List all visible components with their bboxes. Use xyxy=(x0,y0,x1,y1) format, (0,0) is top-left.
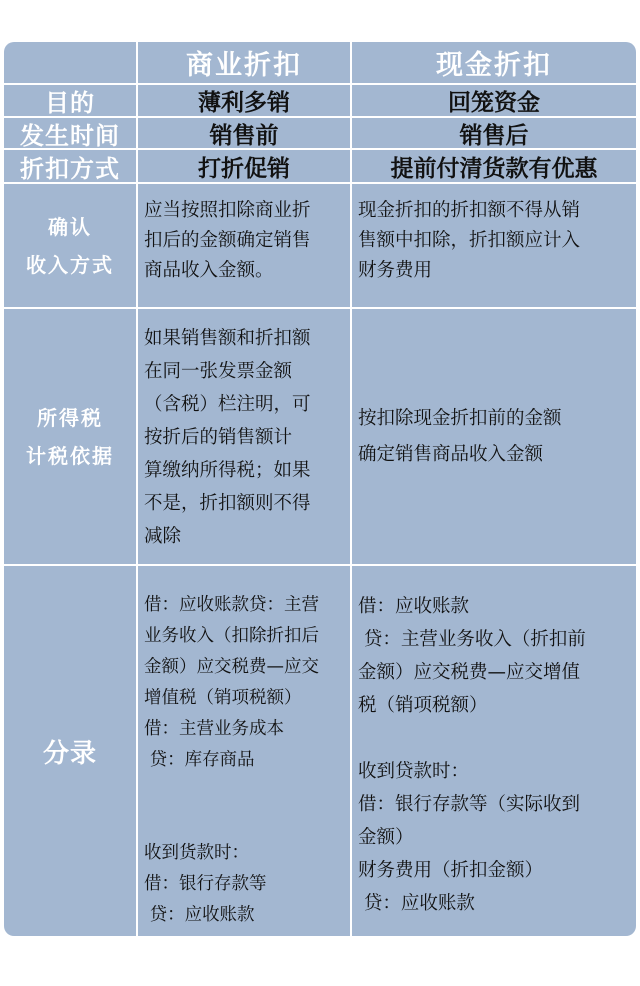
revenue-commercial xyxy=(138,192,350,307)
row-label-revenue-recognition xyxy=(4,184,136,307)
discount-comparison-table xyxy=(4,42,636,936)
text-line: 确定销售商品收入金额 xyxy=(358,444,544,465)
text-line: 税（销项税额） xyxy=(358,695,488,716)
label-line: 所得税 xyxy=(37,405,103,430)
text-line: 金额）应交税费—应交 xyxy=(144,657,319,677)
text-line: 贷：应收账款 xyxy=(358,893,475,914)
label-line: 确认 xyxy=(48,214,92,239)
label-line: 计税依据 xyxy=(26,443,114,468)
method-commercial: 打折促销 xyxy=(198,155,290,182)
text-line: 业务收入（扣除折扣后 xyxy=(144,626,319,646)
entries-commercial xyxy=(138,590,350,936)
text-line: 金额） xyxy=(358,827,414,848)
text-line: （含税）栏注明，可 xyxy=(144,394,311,415)
text-line xyxy=(144,807,346,838)
header-commercial-discount: 商业折扣 xyxy=(186,50,302,81)
text-line: 应当按照扣除商业折 xyxy=(144,200,311,221)
entries-cash xyxy=(352,590,636,936)
text-line: 售额中扣除，折扣额应计入 xyxy=(358,230,581,251)
purpose-cash: 回笼资金 xyxy=(448,90,540,116)
row-label-journal-entries: 分录 xyxy=(42,738,97,769)
text-line: 借：主营业务成本 xyxy=(144,719,284,739)
header-cash-discount: 现金折扣 xyxy=(436,50,552,81)
text-line: 减除 xyxy=(144,526,182,547)
text-line: 商品收入金额。 xyxy=(144,260,274,281)
text-line xyxy=(144,776,346,807)
text-line: 按折后的销售额计 xyxy=(144,427,293,448)
timing-cash: 销售后 xyxy=(459,122,529,148)
text-line: 借：应收账款 xyxy=(358,596,470,617)
tax-commercial xyxy=(138,318,350,564)
purpose-commercial: 薄利多销 xyxy=(198,90,290,116)
text-line: 在同一张发票金额 xyxy=(144,361,293,382)
text-line: 贷：库存商品 xyxy=(144,750,255,770)
text-line: 增值税（销项税额） xyxy=(144,688,302,708)
text-line: 借：银行存款等（实际收到 xyxy=(358,794,581,815)
text-line: 收到贷款时： xyxy=(358,761,470,782)
text-line: 收到货款时： xyxy=(144,843,249,863)
text-line: 按扣除现金折扣前的金额 xyxy=(358,408,562,429)
label-line: 收入方式 xyxy=(26,252,114,277)
text-line: 算缴纳所得税；如果 xyxy=(144,460,311,481)
text-line: 现金折扣的折扣额不得从销 xyxy=(358,200,581,221)
tax-cash xyxy=(352,397,636,487)
text-line xyxy=(358,722,632,755)
row-label-timing: 发生时间 xyxy=(20,121,120,148)
text-line: 财务费用（折扣金额） xyxy=(358,860,544,881)
corner-cell xyxy=(4,42,136,83)
text-line: 扣后的金额确定销售 xyxy=(144,230,311,251)
text-line: 财务费用 xyxy=(358,260,433,281)
text-line: 借：银行存款等 xyxy=(144,874,267,894)
timing-commercial: 销售前 xyxy=(209,122,279,148)
row-label-method: 折扣方式 xyxy=(20,154,120,182)
revenue-cash xyxy=(352,192,636,307)
text-line: 不是，折扣额则不得 xyxy=(144,493,311,514)
text-line: 贷：应收账款 xyxy=(144,905,255,925)
text-line: 贷：主营业务收入（折扣前 xyxy=(358,629,586,650)
row-label-purpose: 目的 xyxy=(45,89,95,116)
row-label-income-tax-basis xyxy=(4,309,136,564)
method-cash: 提前付清货款有优惠 xyxy=(390,155,598,182)
text-line: 如果销售额和折扣额 xyxy=(144,328,311,349)
text-line: 借：应收账款贷：主营 xyxy=(144,595,319,615)
text-line: 金额）应交税费—应交增值 xyxy=(358,662,581,683)
